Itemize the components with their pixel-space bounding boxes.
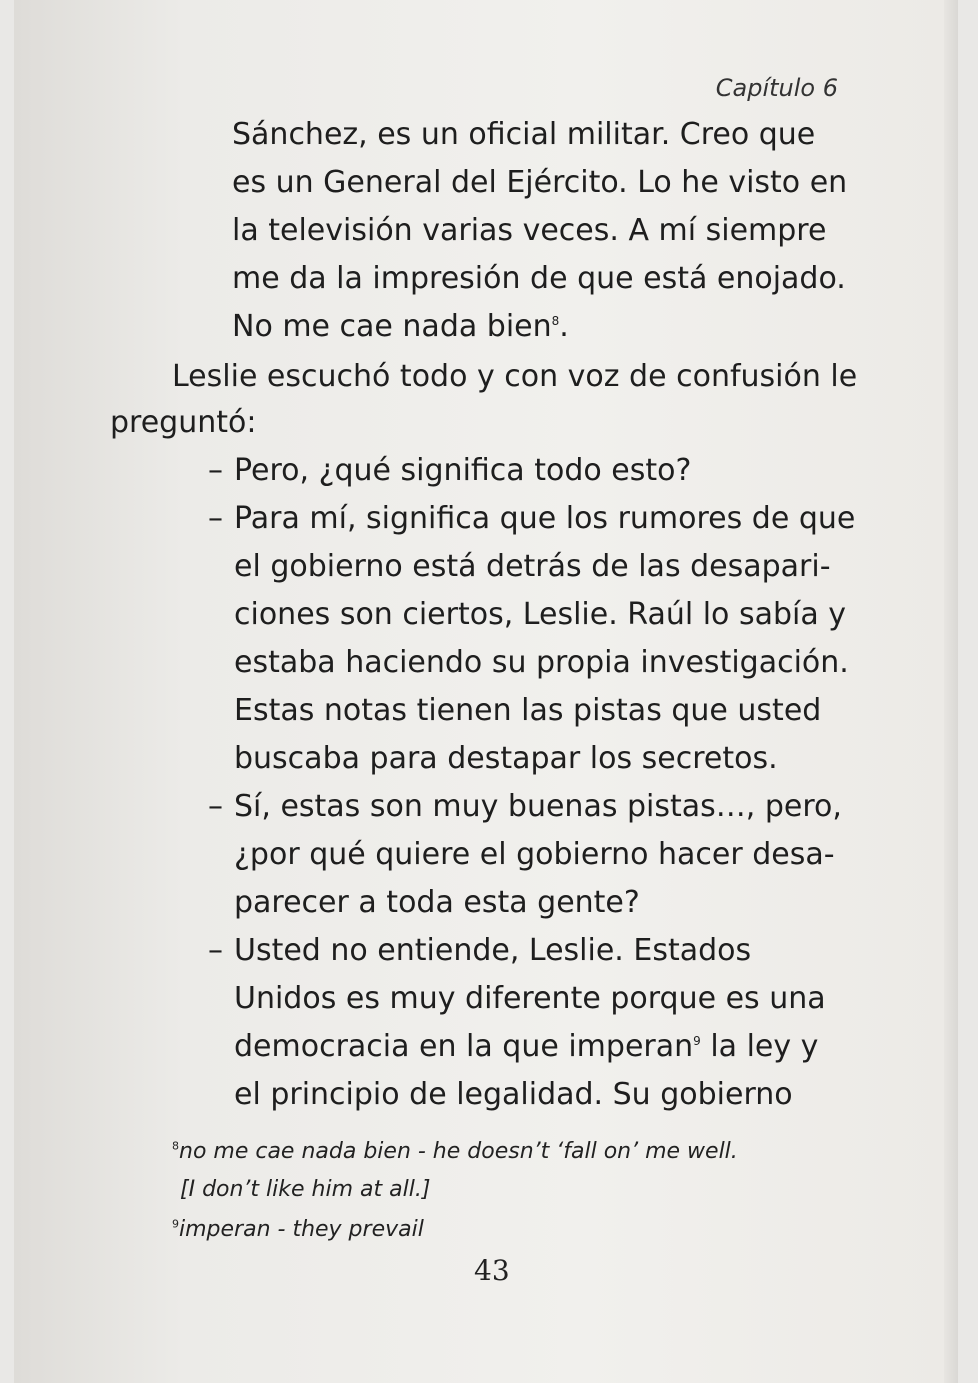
text-line: el principio de legalidad. Su gobierno (234, 1077, 793, 1112)
text-line: parecer a toda esta gente? (234, 885, 640, 920)
text-line: Unidos es muy diferente porque es una (234, 981, 826, 1016)
text-line: Sí, estas son muy buenas pistas…, pero, (234, 789, 842, 824)
text-line: el gobierno está detrás de las desapari- (234, 549, 831, 584)
text-line: la televisión varias veces. A mí siempre (232, 213, 827, 248)
text-line: Usted no entiende, Leslie. Estados (234, 933, 752, 968)
text-line: es un General del Ejército. Lo he visto en (232, 165, 848, 200)
dialogue-dash: – (208, 789, 223, 824)
text-line: ¿por qué quiere el gobierno hacer desa- (234, 837, 835, 872)
footnote-marker: 8 (551, 314, 560, 328)
text-fragment: la ley y (700, 1029, 819, 1064)
text-line: Pero, ¿qué significa todo esto? (234, 453, 692, 488)
footnote-text: no me cae nada bien - he doesn’t ‘fall on’ me well. (179, 1139, 738, 1164)
page-edge-shadow (944, 0, 958, 1383)
text-line: estaba haciendo su propia investigación. (234, 645, 849, 680)
text-line: me da la impresión de que está enojado. (232, 261, 846, 296)
text-fragment: . (559, 309, 569, 344)
footnote-text: imperan - they prevail (179, 1217, 424, 1242)
footnote-8 (172, 1134, 738, 1170)
text-fragment: No me cae nada bien (232, 309, 552, 344)
footnote-marker: 9 (693, 1034, 701, 1048)
text-line: buscaba para destapar los secretos. (234, 741, 778, 776)
text-line: Sánchez, es un oficial militar. Creo que (232, 117, 816, 152)
dialogue-dash: – (208, 933, 223, 968)
text-line: Leslie escuchó todo y con voz de confusión le (172, 359, 858, 394)
dialogue-dash: – (208, 453, 223, 488)
text-line: ciones son ciertos, Leslie. Raúl lo sabía y (234, 597, 847, 632)
footnote-number: 9 (172, 1217, 179, 1231)
page-number: 43 (474, 1254, 510, 1287)
text-line (232, 304, 569, 350)
text-line: preguntó: (110, 405, 257, 440)
text-line (234, 1024, 818, 1070)
footnote-9 (172, 1212, 424, 1248)
footnote-number: 8 (172, 1139, 179, 1153)
text-line: Estas notas tienen las pistas que usted (234, 693, 822, 728)
footnote-8-continued: [I don’t like him at all.] (180, 1177, 431, 1202)
text-line: Para mí, significa que los rumores de que (234, 501, 856, 536)
chapter-header: Capítulo 6 (715, 74, 838, 102)
text-fragment: democracia en la que imperan (234, 1029, 694, 1064)
dialogue-dash: – (208, 501, 223, 536)
